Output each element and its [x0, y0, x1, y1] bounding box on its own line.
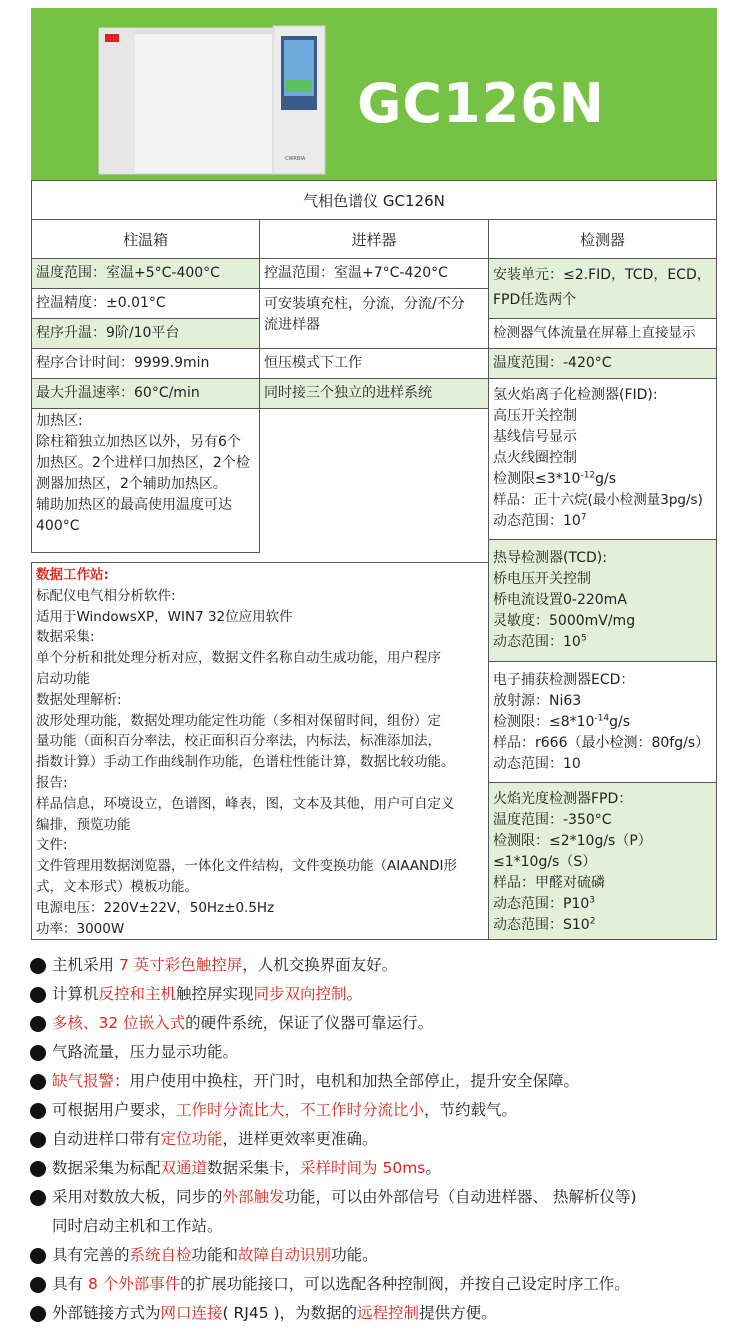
bullet-icon [30, 1190, 46, 1206]
ws-line: 波形处理功能，数据处理功能定性功能（多相对保留时间，组份）定 [36, 712, 441, 729]
feature-item: 多核、32 位嵌入式的硬件系统，保证了仪器可靠运行。 [30, 1009, 730, 1038]
injector-types [259, 288, 489, 349]
fid-line: 基线信号显示 [493, 429, 577, 445]
ws-line: 报告: [36, 774, 68, 791]
bullet-icon [30, 1132, 46, 1148]
detector-install [488, 258, 717, 319]
detector-install-line: 安装单元：≤2.FID，TCD，ECD， [493, 267, 711, 283]
header-injector: 进样器 [259, 219, 489, 259]
model-name: GC126N [357, 72, 605, 135]
fid-title: 氢火焰离子化检测器(FID): [493, 387, 658, 403]
bullet-icon [30, 1074, 46, 1090]
ws-line: 编排，预览功能 [36, 816, 131, 833]
ws-line: 标配仪电气相分析软件: [36, 587, 176, 604]
detector-install-line: FPD任选两个 [493, 292, 577, 308]
detector-fpd [488, 782, 717, 940]
bullet-icon [30, 1306, 46, 1322]
brand-text: CWRBIA [285, 156, 306, 162]
oven-temp-range: 温度范围：室温+5°C-400°C [31, 258, 260, 289]
product-banner [31, 8, 717, 180]
fid-line: 样品：正十六烷(最小检测量3pg/s) [493, 492, 703, 508]
feature-item: 主机采用 7 英寸彩色触控屏，人机交换界面友好。 [30, 951, 730, 980]
feature-item: 气路流量，压力显示功能。 [30, 1038, 730, 1067]
workstation-cell [31, 562, 489, 940]
injector-pressure-mode: 恒压模式下工作 [259, 348, 489, 379]
ecd-line: 动态范围：10 [493, 756, 581, 772]
heat-line: 加热区: [36, 413, 83, 429]
fpd-title: 火焰光度检测器FPD： [493, 791, 633, 807]
bullet-icon [30, 958, 46, 974]
feature-item: 缺气报警：用户使用中换柱，开门时，电机和加热全部停止，提升安全保障。 [30, 1067, 730, 1096]
detector-fid [488, 378, 717, 540]
ecd-line: 放射源：Ni63 [493, 693, 582, 709]
bullet-icon [30, 1016, 46, 1032]
bullet-icon [30, 1045, 46, 1061]
feature-item: 具有完善的系统自检功能和故障自动识别功能。 [30, 1241, 730, 1270]
fpd-dynamic-range-p: 动态范围：$P10^3$ [493, 895, 595, 912]
bullet-icon [30, 1277, 46, 1293]
tcd-dynamic-range: 动态范围：$10^5$ [493, 633, 587, 650]
injector-types-line: 流进样器 [264, 317, 320, 333]
gas-chromatograph-image [95, 20, 327, 178]
bullet-icon [30, 1248, 46, 1264]
ws-line: 样品信息，环境设立，色谱图，峰表，图，文本及其他，用户可自定义 [36, 795, 455, 812]
tcd-line: 桥电流设置0-220mA [493, 592, 627, 608]
heat-line: 辅助加热区的最高使用温度可达 [36, 497, 232, 513]
bullet-icon [30, 1161, 46, 1177]
fid-detection-limit: 检测限$\le 3*10^{-12}g/s$ [493, 470, 617, 487]
ecd-line: 样品：r666（最小检测：80fg/s） [493, 735, 710, 751]
ecd-detection-limit: 检测限：$\le 8*10^{-14}g/s$ [493, 713, 631, 730]
detector-ecd [488, 661, 717, 783]
fpd-line: ≤1*10g/s（S） [493, 854, 597, 870]
ws-line: 文件管理用数据浏览器，一体化文件结构，文件变换功能（AIAANDI形 [36, 858, 458, 875]
oven-program-ramp: 程序升温：9阶/10平台 [31, 318, 260, 349]
heat-line: 除柱箱独立加热区以外，另有6个 [36, 434, 241, 450]
feature-list [30, 951, 730, 1328]
fid-dynamic-range: 动态范围：$10^7$ [493, 512, 587, 529]
ws-line: 指数计算）手动工作曲线制作功能，色谱柱性能计算，数据比较功能。 [36, 754, 455, 771]
feature-item: 计算机反控和主机触控屏实现同步双向控制。 [30, 980, 730, 1009]
detector-temp-range: 温度范围：-420°C [488, 348, 717, 379]
feature-item: 可根据用户要求，工作时分流比大，不工作时分流比小，节约载气。 [30, 1096, 730, 1125]
tcd-line: 桥电压开关控制 [493, 571, 591, 587]
heat-line: 400°C [36, 518, 80, 534]
detector-tcd [488, 539, 717, 662]
heat-line: 加热区。2个进样口加热区，2个检 [36, 455, 250, 471]
fid-line: 高压开关控制 [493, 408, 577, 424]
oven-heating-zones [31, 408, 260, 553]
fpd-dynamic-range-s: 动态范围：$S10^2$ [493, 916, 596, 933]
fid-line: 点火线圈控制 [493, 450, 577, 466]
tcd-title: 热导检测器(TCD): [493, 550, 607, 566]
fpd-line: 样品：甲醛对硫磷 [493, 875, 605, 891]
bullet-icon [30, 1103, 46, 1119]
header-detector: 检测器 [488, 219, 717, 259]
ws-line: 功率：3000W [36, 920, 125, 937]
feature-item: 自动进样口带有定位功能，进样更效率更准确。 [30, 1125, 730, 1154]
ws-line: 电源电压：220V±22V，50Hz±0.5Hz [36, 899, 275, 916]
injector-types-line: 可安装填充柱，分流，分流/不分 [264, 296, 465, 312]
feature-item: 具有 8 个外部事件的扩展功能接口，可以选配各种控制阀，并按自己设定时序工作。 [30, 1270, 730, 1299]
ws-line: 式，文本形式）模板功能。 [36, 878, 198, 895]
heat-line: 测器加热区，2个辅助加热区。 [36, 476, 227, 492]
detector-flow-display: 检测器气体流量在屏幕上直接显示 [488, 318, 717, 349]
feature-item: 数据采集为标配双通道数据采集卡，采样时间为 50ms。 [30, 1154, 730, 1183]
ws-line: 数据处理解析: [36, 691, 122, 708]
ws-line: 量功能（面积百分率法，校正面积百分率法，内标法，标准添加法， [36, 733, 441, 750]
ws-line: 文件: [36, 837, 68, 854]
injector-systems: 同时接三个独立的进样系统 [259, 378, 489, 409]
ws-line: 适用于WindowsXP，WIN7 32位应用软件 [36, 608, 293, 625]
bullet-icon [30, 987, 46, 1003]
oven-control-precision: 控温精度：±0.01°C [31, 288, 260, 319]
table-title: 气相色谱仪 GC126N [31, 180, 717, 220]
workstation-title: 数据工作站: [36, 567, 109, 583]
feature-item-continued: 同时启动主机和工作站。 [52, 1217, 223, 1235]
ws-line: 数据采集: [36, 629, 95, 646]
brand-logo-icon [105, 34, 119, 42]
injector-temp-range: 控温范围：室温+7°C-420°C [259, 258, 489, 289]
feature-item: 外部链接方式为网口连接( RJ45 )，为数据的远程控制提供方便。 [30, 1299, 730, 1328]
fpd-line: 温度范围：-350°C [493, 812, 612, 828]
feature-item: 采用对数放大板，同步的外部触发功能，可以由外部信号（自动进样器、 热解析仪等) [30, 1183, 730, 1212]
header-oven: 柱温箱 [31, 219, 260, 259]
oven-max-rate: 最大升温速率：60°C/min [31, 378, 260, 409]
oven-program-time: 程序合计时间：9999.9min [31, 348, 260, 379]
ecd-title: 电子捕获检测器ECD： [493, 672, 635, 688]
fpd-line: 检测限：≤2*10g/s（P） [493, 833, 652, 849]
ws-line: 启动功能 [36, 670, 90, 687]
ws-line: 单个分析和批处理分析对应，数据文件名称自动生成功能，用户程序 [36, 650, 441, 667]
tcd-line: 灵敏度：5000mV/mg [493, 613, 636, 629]
